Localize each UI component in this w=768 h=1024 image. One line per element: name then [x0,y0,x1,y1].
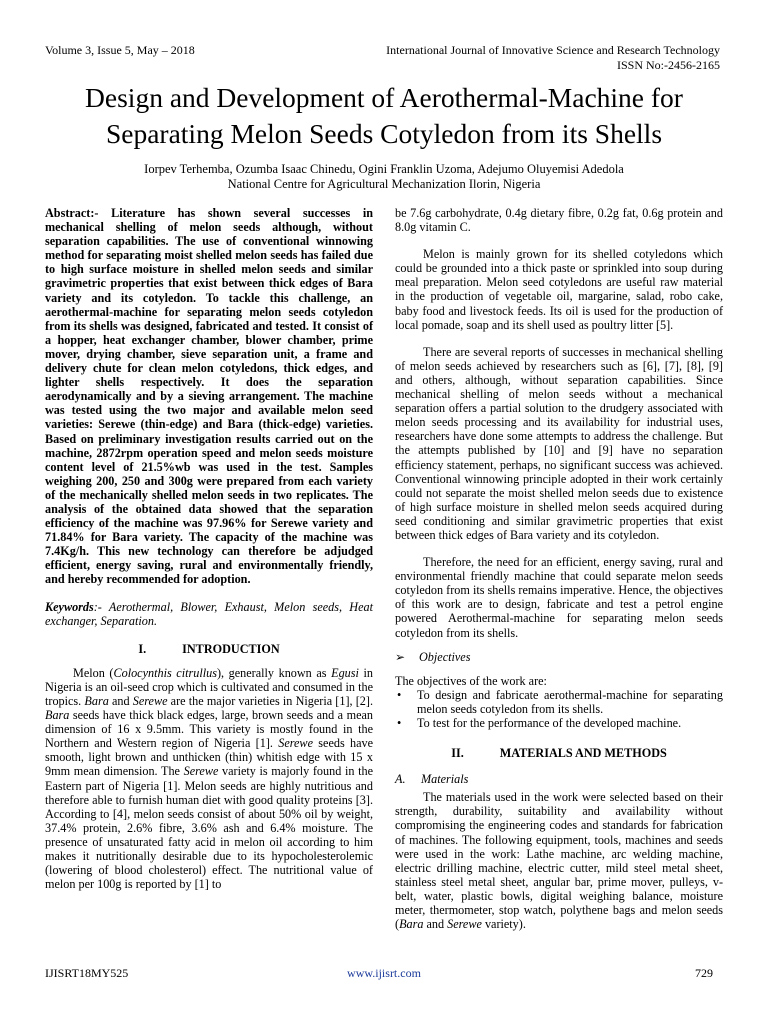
page-number: 729 [695,966,713,980]
paper-title [20,80,748,152]
journal-url-link[interactable]: www.ijisrt.com [347,966,421,980]
paragraph-continued: be 7.6g carbohydrate, 0.4g dietary fibre, 0.2g fat, 0.6g protein and 8.0g vitamin C. [395,206,723,235]
arrow-icon: ➢ [395,649,406,664]
issn: ISSN No:-2456-2165 [616,58,720,72]
keywords-text: :- Aerothermal, Blower, Exhaust, Melon seeds, Heat exchanger, Separation. [45,599,373,628]
variety-name: Serewe [447,917,482,932]
local-name: Egusi [331,665,359,680]
section-title: INTRODUCTION [182,641,280,656]
abstract: Abstract:- Literature has shown several successes in mechanical shelling of melon seeds although, without separation capabilities. The use of conventional winnowing method for separating moist shelled melon seeds has failed due to high surface moisture in shelled melon seeds and similar gravimetric properties that exist between thick edges of Bara variety and its cotyledon. To tackle this challenge, an aerothermal-machine for separating melon seeds cotyledon from its shells was designed, fabricated and tested. It consist of a hopper, heat exchanger chamber, blower chamber, prime mover, drying chamber, sieve separation unit, a frame and delivery chute for clean melon cotyledons, thick edges, and lighter shells respectively. It does the separation aerodynamically and by a sieving arrangement. The machine was tested using the two major and available melon seed varieties: Serewe (thin-edge) and Bara (thick-edge) varieties. Based on preliminary investigation results carried out on the machine, 2872rpm operation speed and melon seeds moisture content level of 21.5%wb was used in the test. Samples weighing 200, 250 and 300g were prepared from each variety of the mechanically shelled melon seeds in two replicates. The analysis of the obtained data showed that the separation efficiency of the machine was 97.96% for Serewe variety and 71.84% for Bara variety. The capacity of the machine was 7.4Kg/h. This new technology can therefore be adjudged efficient, energy saving, rural and environmentally friendly, and hereby recommended for adoption. [45,206,373,587]
list-item [395,716,723,730]
journal-header [386,43,720,73]
text-run: seeds have smooth, light brown and unthicken (thin) whitish edge with 15 x 9mm mean dimension. The [45,736,374,779]
materials-paragraph [395,790,723,931]
section-heading-introduction [45,642,373,656]
author-block [0,162,768,192]
subsection-letter: A. [395,772,406,787]
objectives-intro: The objectives of the work are: [395,673,547,688]
subsection-title: Materials [421,772,469,787]
variety-name: Serewe [183,764,219,779]
section-number: I. [138,641,147,656]
variety-name: Serewe [278,736,313,751]
volume-issue: Volume 3, Issue 5, May – 2018 [45,43,195,57]
list-item-text: To test for the performance of the developed machine. [417,716,682,730]
paragraph: There are several reports of successes in mechanical shelling of melon seeds achieved by researchers such as [6], [7], [8], [9] and others, although, without separation capabilities. Since mechanical shelling of melon seeds without a mechanical separation offers a partial solution to the drudgery associated with melon seeds processing and its availability for industrial uses, researchers have done some attempts to address the challenge. But the attempts published by [10] and [9] have no separation efficiency statement, perhaps, no significant success was achieved. Conventional winnowing principle adopted in their work certainly could not separate the moist shelled melon seeds due to existence of high surface moisture in shelled melon seeds acquired during seed conditioning and similar gravimetric properties that exist between thick edges of Bara variety and its cotyledon. [395,344,723,542]
paragraph: Melon is mainly grown for its shelled cotyledons which could be grounded into a thick paste or sprinkled into soup during meal preparation. Melon seed cotyledons are useful raw material in the production of vegetable oil, margarine, salad, robo cake, baby food and livestock feeds. Its oil is used for the production of local pomade, soap and its shell used as poultry litter [5]. [395,247,723,332]
intro-paragraph [45,666,373,892]
keywords [45,600,373,628]
journal-name: International Journal of Innovative Science and Research Technology [386,43,720,57]
bullet-icon: • [397,687,402,702]
text-run: variety is majorly found in the Eastern part of Nigeria [1]. Melon seeds are highly nutritious and therefore able to furnish human diet with good quality proteins [3]. According to [4], melon seeds consist of about 50% oil by weight, 37.4% protein, 2.6% fibre, 3.6% ash and 6.4% moisture. The presence of unsaturated fatty acid in melon oil according to him makes it nutritionally desirable due to its hypocholesterolemic (lowering of blood cholesterol) effect. The nutritional value of melon per 100g is reported by [1] to [45,764,373,892]
text-run: Melon ( [73,665,114,680]
objectives-heading [395,650,723,664]
section-title: MATERIALS AND METHODS [499,746,667,761]
variety-name: Serewe [132,694,168,708]
variety-name: Bara [399,917,424,932]
text-run: The materials used in the work were selected based on their strength, durability, suitability and availability without compromising the engineering codes and standards for fabrication of machines. The following equipment, tools, machines and seeds were used in the work: Lathe machine, arc welding machine, electric drilling machine, electric cutter, mild steel metal sheet, stainless steel metal sheet, angular bar, prime mover, pulleys, v-belt, water, plastic bowls, digital weighing balance, moisture meter, thermometer, stop watch, polythene bags and melon seeds ( [395,790,723,932]
paragraph: Therefore, the need for an efficient, energy saving, rural and environmental friendly machine that could separate melon seeds cotyledon from its shells remains imperative. Hence, the objectives of this work are to design, fabricate and test a petrol engine powered Aerothermal-machine for separating melon seeds cotyledon from its shells. [395,555,723,640]
text-run: are the major varieties in Nigeria [1], [2]. [167,694,373,708]
text-run: in Nigeria is an oil-seed crop which is cultivated and consumed in the tropics. [45,665,373,708]
bullet-icon: • [397,716,402,730]
section-number: II. [451,746,464,761]
text-run: ), generally known as [216,665,332,680]
list-item-text: To design and fabricate aerothermal-machine for separating melon seeds cotyledon from its shells. [417,687,723,716]
paper-code: IJISRT18MY525 [45,966,129,980]
right-column [395,206,723,931]
variety-name: Bara [84,694,109,708]
list-item [395,688,723,716]
objectives-title: Objectives [419,649,471,664]
title-line-1: Design and Development of Aerothermal-Machine for [85,82,683,113]
keywords-label: Keywords [45,599,94,614]
title-line-2: Separating Melon Seeds Cotyledon from its Shells [105,118,663,149]
left-column [45,206,373,891]
text-run: variety). [481,917,526,932]
variety-name: Bara [45,708,70,723]
section-heading-materials-methods [395,746,723,760]
scientific-name: Colocynthis citrullus [113,665,217,680]
subsection-heading-materials [395,772,723,786]
authors: Iorpev Terhemba, Ozumba Isaac Chinedu, Ogini Franklin Uzoma, Adejumo Oluyemisi Adedola [144,162,624,176]
text-run: and [108,694,133,708]
text-run: and [423,917,448,932]
text-run: seeds have thick black edges, large, brown seeds and a mean dimension of 16 x 9.5mm. This variety is mostly found in the Northern and Western region of Nigeria [1]. [45,708,373,751]
affiliation: National Centre for Agricultural Mechanization Ilorin, Nigeria [227,177,541,191]
